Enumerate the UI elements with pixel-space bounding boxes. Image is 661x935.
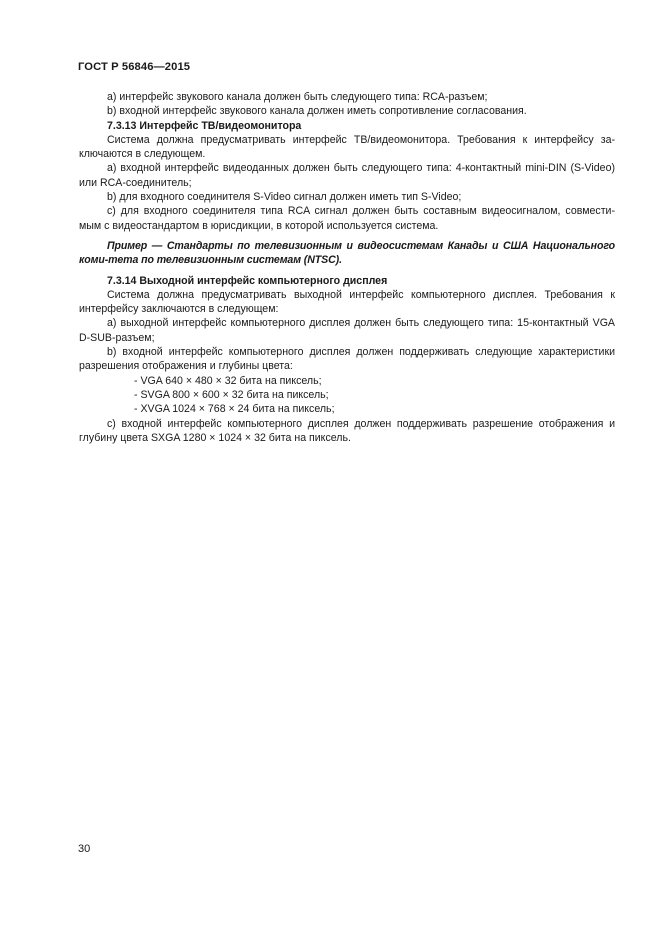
- paragraph-audio-b: b) входной интерфейс звукового канала должен иметь сопротивление согласования.: [107, 105, 527, 118]
- list-item-svga: - SVGA 800 × 600 × 32 бита на пиксель;: [134, 388, 329, 401]
- page-number: 30: [78, 843, 91, 855]
- paragraph-audio-a: a) интерфейс звукового канала должен быть следующего типа: RCA-разъем;: [107, 91, 488, 103]
- paragraph-tv-a: a) входной интерфейс видеоданных должен быть следующего типа: 4-контактный mini-DIN (S-Video) или RCA-соединитель;: [79, 162, 615, 189]
- list-item-vga: - VGA 640 × 480 × 32 бита на пиксель;: [134, 374, 322, 387]
- paragraph-display-a: a) выходной интерфейс компьютерного дисплея должен быть следующего типа: 15-контактный VGA D-SUB-разъем;: [79, 317, 615, 344]
- paragraph-tv-c: c) для входного соединителя типа RCA сигнал должен быть составным видеосигналом, совмести-мым с видеостандартом в юрисдикции, в которой используется система.: [79, 205, 615, 232]
- example-note: Пример — Стандарты по телевизионным и видеосистемам Канады и США Национального коми-тета по телевизионным системам (NTSC).: [79, 239, 615, 267]
- paragraph-tv-b: b) для входного соединителя S-Video сигнал должен иметь тип S-Video;: [107, 191, 462, 204]
- paragraph-display-b: b) входной интерфейс компьютерного дисплея должен поддерживать следующие характеристики разрешения отображения и глубины цвета:: [79, 346, 615, 373]
- document-body: [79, 90, 615, 445]
- section-heading-7-3-14: 7.3.14 Выходной интерфейс компьютерного дисплея: [107, 274, 388, 287]
- document-header: ГОСТ Р 56846—2015: [78, 61, 191, 73]
- paragraph-display-c: c) входной интерфейс компьютерного дисплея должен поддерживать разрешение отображения и глубину цвета SXGA 1280 × 1024 × 32 бита на пиксель.: [79, 417, 615, 444]
- section-heading-7-3-13: 7.3.13 Интерфейс ТВ/видеомонитора: [107, 119, 302, 132]
- list-item-xvga: - XVGA 1024 × 768 × 24 бита на пиксель;: [134, 403, 335, 416]
- paragraph-tv-intro: Система должна предусматривать интерфейс ТВ/видеомонитора. Требования к интерфейсу за-ключаются в следующем.: [79, 133, 615, 161]
- paragraph-display-intro: Система должна предусматривать выходной интерфейс компьютерного дисплея. Требования к интерфейсу заключаются в следующем:: [79, 288, 615, 316]
